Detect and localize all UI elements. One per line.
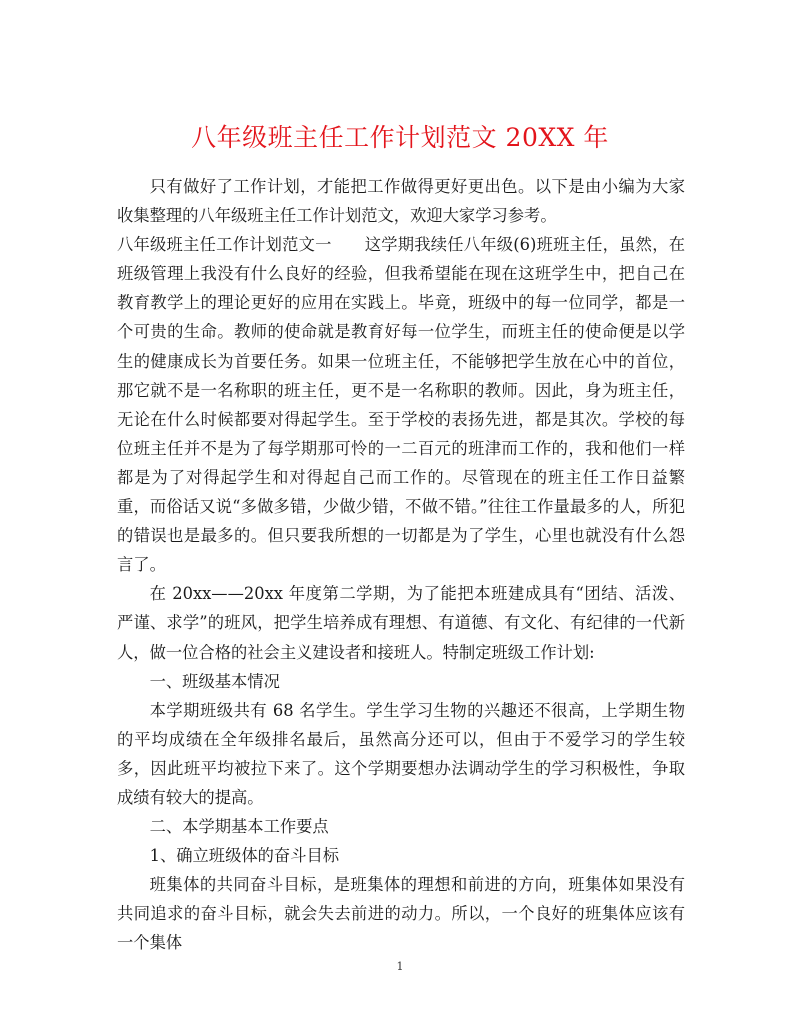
- body-paragraph: 在 20xx——20xx 年度第二学期，为了能把本班建成具有“团结、活泼、严谨、求学”的班风，把学生培养成有理想、有道德、有文化、有纪律的一代新人，做一位合格的社会主义建设者和接班人。特制定班级工作计划:: [117, 584, 685, 662]
- body-paragraph: 本学期班级共有 68 名学生。学生学习生物的兴趣还不很高，上学期生物的平均成绩在全年级排名最后，虽然高分还可以，但由于不爱学习的学生较多，因此班平均被拉下来了。这个学期要想办法调动学生的学习积极性，争取成绩有较大的提高。: [117, 700, 685, 807]
- body-paragraph: 八年级班主任工作计划范文一 这学期我续任八年级(6)班班主任，虽然，在班级管理上我没有什么良好的经验，但我希望能在现在这班学生中，把自己在教育教学上的理论更好的应用在实践上。毕竟，班级中的每一位同学，都是一个可贵的生命。教师的使命就是教育好每一位学生，而班主任的使命便是以学生的健康成长为首要任务。如果一位班主任，不能够把学生放在心中的首位，那它就不是一名称职的班主任，更不是一名称职的教师。因此，身为班主任，无论在什么时候都要对得起学生。至于学校的表扬先进，都是其次。学校的每位班主任并不是为了每学期那可怜的一二百元的班津而工作的，我和他们一样都是为了对得起学生和对得起自己而工作的。尽管现在的班主任工作日益繁重，而俗话又说“多做多错，少做少错，不做不错。”往往工作量最多的人，所犯的错误也是最多的。但只要我所想的一切都是为了学生，心里也就没有什么怨言了。: [117, 235, 685, 575]
- document-body: [117, 172, 685, 958]
- section-heading: 二、本学期基本工作要点: [149, 817, 329, 837]
- subsection-heading: 1、确立班级体的奋斗目标: [149, 846, 340, 866]
- page-title: 八年级班主任工作计划范文 20XX 年: [191, 122, 609, 152]
- body-paragraph: 班集体的共同奋斗目标，是班集体的理想和前进的方向，班集体如果没有共同追求的奋斗目标，就会失去前进的动力。所以，一个良好的班集体应该有一个集体: [117, 875, 685, 953]
- section-heading: 一、班级基本情况: [149, 671, 280, 691]
- page-number: 1: [396, 960, 404, 973]
- intro-paragraph: 只有做好了工作计划，才能把工作做得更好更出色。以下是由小编为大家收集整理的八年级班主任工作计划范文，欢迎大家学习参考。: [117, 177, 685, 226]
